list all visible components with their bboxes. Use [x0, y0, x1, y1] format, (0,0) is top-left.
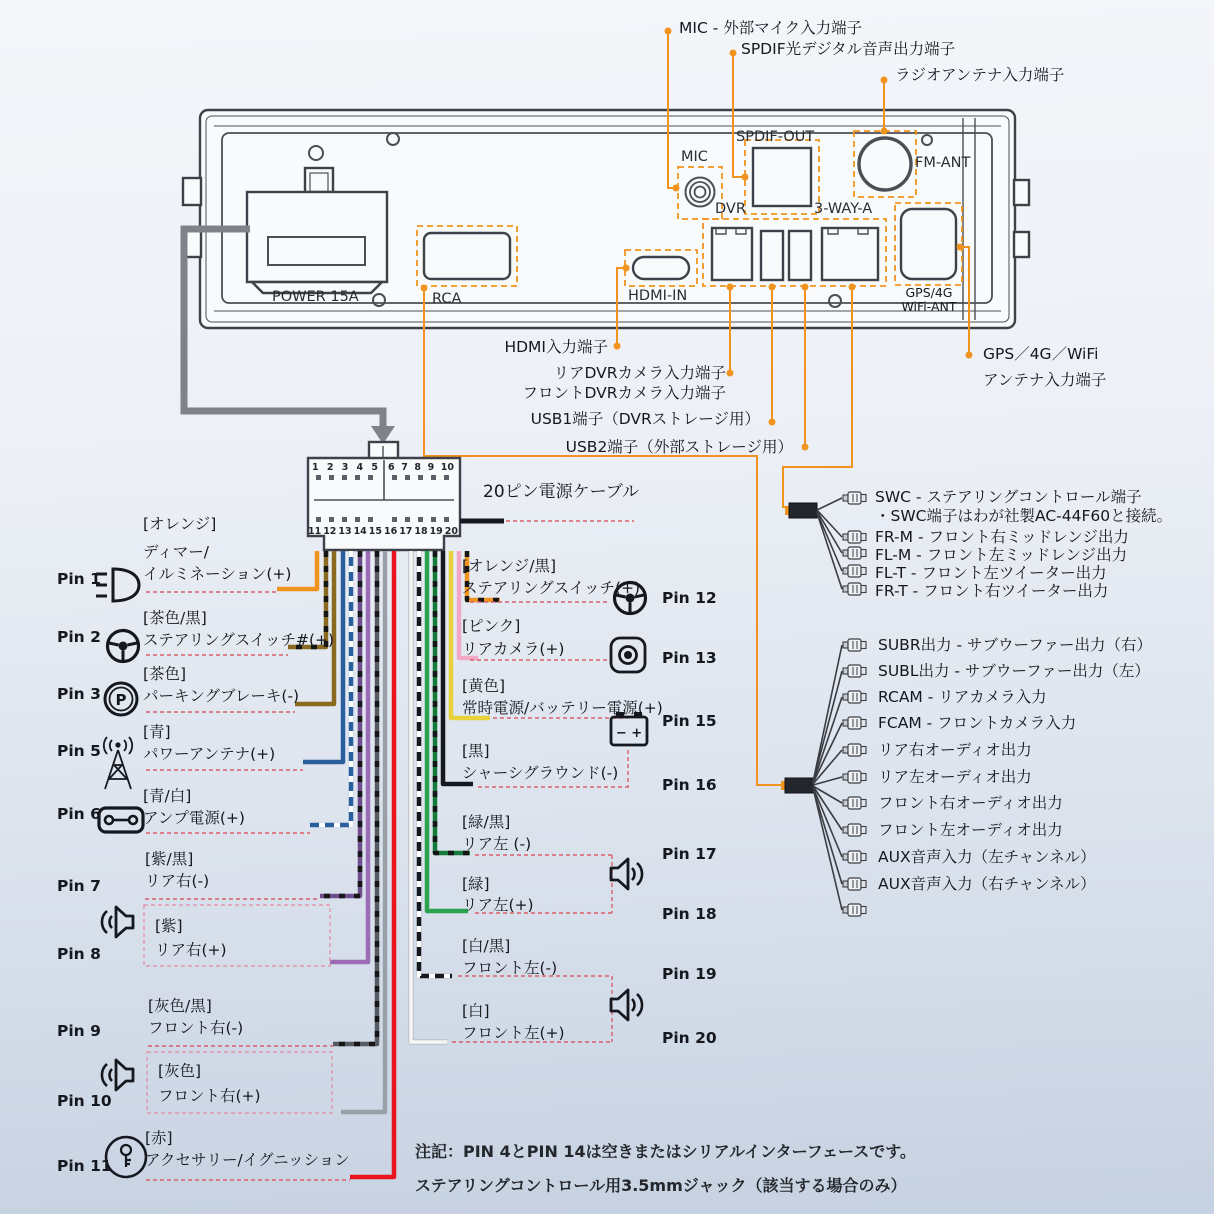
pin18-color: [緑] [462, 875, 490, 893]
label-gps-antenna-1: GPS／4G／WiFi [983, 345, 1099, 363]
pin-icons-left [96, 569, 146, 1177]
pin15-name: 常時電源/バッテリー電源(+) [462, 699, 663, 717]
rcam-label: RCAM - リアカメラ入力 [878, 688, 1047, 706]
front-right-audio-label: フロント右オーディオ出力 [878, 794, 1063, 812]
pin16-color: [黒] [462, 742, 490, 760]
aux-right-label: AUX音声入力（右チャンネル） [878, 875, 1096, 893]
label-mic-input: MIC - 外部マイク入力端子 [679, 19, 863, 37]
spdif-connector [745, 140, 819, 214]
panel-gps-label-1: GPS/4G [905, 285, 953, 300]
pin1-name-2: イルミネーション(+) [143, 565, 292, 583]
pin19-color: [白/黒] [462, 937, 511, 955]
panel-fm-label: FM-ANT [915, 155, 971, 171]
swc-harness [785, 492, 866, 595]
pin11-name: アクセサリー/イグニッション [145, 1151, 350, 1169]
swc-label: SWC - ステアリングコントロール端子 [875, 488, 1142, 506]
pin8-name: リア右(+) [155, 941, 227, 959]
pin12-color: [オレンジ/黒] [462, 557, 557, 575]
pin9-color: [灰色/黒] [148, 997, 212, 1015]
flt-label: FL-T - フロント左ツイーター出力 [875, 564, 1107, 582]
front-left-audio-label: フロント左オーディオ出力 [878, 821, 1063, 839]
label-front-dvr: フロントDVRカメラ入力端子 [522, 384, 726, 402]
pin11-color: [赤] [145, 1129, 173, 1147]
pin-numbers-16-20: 16 17 18 19 20 [384, 526, 458, 537]
label-rear-dvr: リアDVRカメラ入力端子 [553, 364, 726, 382]
pin18-number: Pin 18 [662, 905, 717, 923]
pin13-name: リアカメラ(+) [462, 640, 565, 658]
speaker-icon [611, 990, 642, 1020]
label-usb2: USB2端子（外部ストレージ用） [565, 438, 793, 456]
pin15-number: Pin 15 [662, 712, 717, 730]
rca-output-harness [781, 639, 866, 916]
pin7-name: リア右(-) [145, 872, 210, 890]
pin10-number: Pin 10 [57, 1092, 112, 1110]
pin-numbers-6-10: 6 7 8 9 10 [388, 462, 454, 473]
note-line-2: ステアリングコントロール用3.5mmジャック（該当する場合のみ） [415, 1176, 907, 1195]
frm-label: FR-M - フロント右ミッドレンジ出力 [875, 528, 1129, 546]
aux-left-label: AUX音声入力（左チャンネル） [878, 848, 1096, 866]
pin-numbers-1-5: 1 2 3 4 5 [312, 462, 378, 473]
pin7-number: Pin 7 [57, 877, 101, 895]
panel-mic-label: MIC [681, 149, 708, 165]
pin7-color: [紫/黒] [145, 850, 194, 868]
panel-rca-label: RCA [432, 291, 462, 307]
label-gps-antenna-2: アンテナ入力端子 [983, 371, 1107, 389]
pin17-name: リア左 (-) [462, 835, 532, 853]
power-antenna-icon [104, 737, 132, 789]
note-line-1: 注記：PIN 4とPIN 14は空きまたはシリアルインターフェースです。 [415, 1142, 916, 1161]
pin10-name: フロント右(+) [158, 1087, 261, 1105]
headlight-icon [96, 569, 139, 601]
wire-pin9 [333, 551, 377, 1044]
panel-dvr-label: DVR [715, 201, 746, 217]
label-usb1: USB1端子（DVRストレージ用） [530, 410, 760, 428]
parking-brake-letter: P [115, 691, 127, 709]
ignition-key-icon [106, 1137, 146, 1177]
mount-ear [1014, 232, 1029, 257]
pin12-number: Pin 12 [662, 589, 717, 607]
pin6-name: アンプ電源(+) [143, 809, 245, 827]
speaker-icon [611, 859, 642, 889]
rear-left-audio-label: リア左オーディオ出力 [878, 768, 1032, 786]
pin5-name: パワーアンテナ(+) [143, 745, 276, 763]
pin8-number: Pin 8 [57, 945, 101, 963]
subr-label: SUBR出力 - サブウーファー出力（右） [878, 636, 1152, 654]
pin3-color: [茶色] [143, 665, 187, 683]
pin20-name: フロント左(+) [462, 1024, 565, 1042]
mount-ear [1014, 180, 1029, 205]
panel-power-label: POWER 15A [272, 289, 359, 305]
pin17-color: [緑/黒] [462, 813, 511, 831]
panel-3way-label: 3-WAY-A [814, 201, 873, 217]
cable-20pin-label: 20ピン電源ケーブル [483, 482, 640, 502]
rca-connector [417, 226, 517, 286]
wire-pin11 [350, 551, 394, 1177]
steering-wheel-icon [108, 631, 139, 662]
pin16-number: Pin 16 [662, 776, 717, 794]
pin18-name: リア左(+) [462, 896, 534, 914]
subl-label: SUBL出力 - サブウーファー出力（左） [878, 662, 1150, 680]
amplifier-icon [99, 808, 143, 832]
pin10-color: [灰色] [158, 1062, 202, 1080]
pin12-name: ステアリングスイッチ(+) [462, 579, 641, 597]
frt-label: FR-T - フロント右ツイーター出力 [875, 582, 1109, 600]
pin13-number: Pin 13 [662, 649, 717, 667]
label-radio-antenna: ラジオアンテナ入力端子 [895, 66, 1065, 84]
pin6-number: Pin 6 [57, 805, 101, 823]
wire-pin5 [303, 551, 343, 762]
fcam-label: FCAM - フロントカメラ入力 [878, 714, 1077, 732]
pin13-color: [ピンク] [462, 617, 521, 635]
pin16-name: シャーシグラウンド(-) [462, 764, 619, 782]
rear-camera-icon [611, 638, 645, 672]
mount-ear [183, 178, 201, 205]
pin11-number: Pin 11 [57, 1157, 112, 1175]
battery-polarity-label: − + [615, 726, 643, 741]
pin5-color: [青] [143, 723, 171, 741]
pin2-color: [茶色/黒] [143, 609, 207, 627]
pin9-number: Pin 9 [57, 1022, 101, 1040]
pin1-name-1: ディマー/ [143, 543, 209, 561]
gps-antenna-connector [895, 203, 962, 285]
pin1-number: Pin 1 [57, 570, 101, 588]
flm-label: FL-M - フロント左ミッドレンジ出力 [875, 546, 1128, 564]
rear-right-audio-label: リア右オーディオ出力 [878, 741, 1032, 759]
panel-gps-label-2: WiFi-ANT [901, 299, 957, 314]
panel-spdif-label: SPDIF-OUT [736, 129, 815, 145]
speaker-icon [102, 1060, 133, 1090]
pin2-name: ステアリングスイッチ#(+) [143, 631, 335, 649]
pin-icons-middle [611, 583, 647, 1021]
pin1-color: [オレンジ] [143, 515, 217, 533]
pin19-name: フロント左(-) [462, 959, 558, 977]
pin20-number: Pin 20 [662, 1029, 717, 1047]
pin5-number: Pin 5 [57, 742, 101, 760]
speaker-icon [102, 907, 133, 937]
pin19-number: Pin 19 [662, 965, 717, 983]
pin3-number: Pin 3 [57, 685, 101, 703]
pin8-color: [紫] [155, 917, 183, 935]
pin2-number: Pin 2 [57, 628, 101, 646]
pin20-color: [白] [462, 1002, 490, 1020]
pin-numbers-11-15: 11 12 13 14 15 [308, 526, 382, 537]
panel-hdmi-label: HDMI-IN [628, 288, 688, 304]
label-hdmi-input: HDMI入力端子 [504, 338, 608, 356]
pin15-color: [黄色] [462, 677, 506, 695]
pin3-name: パーキングブレーキ(-) [143, 687, 300, 705]
label-spdif-output: SPDIF光デジタル音声出力端子 [741, 40, 956, 58]
pin17-number: Pin 17 [662, 845, 717, 863]
pin6-color: [青/白] [143, 787, 192, 805]
swc-note: ・SWC端子はわが社製AC-44F60と接続。 [875, 507, 1173, 525]
pin9-name: フロント右(-) [148, 1019, 244, 1037]
